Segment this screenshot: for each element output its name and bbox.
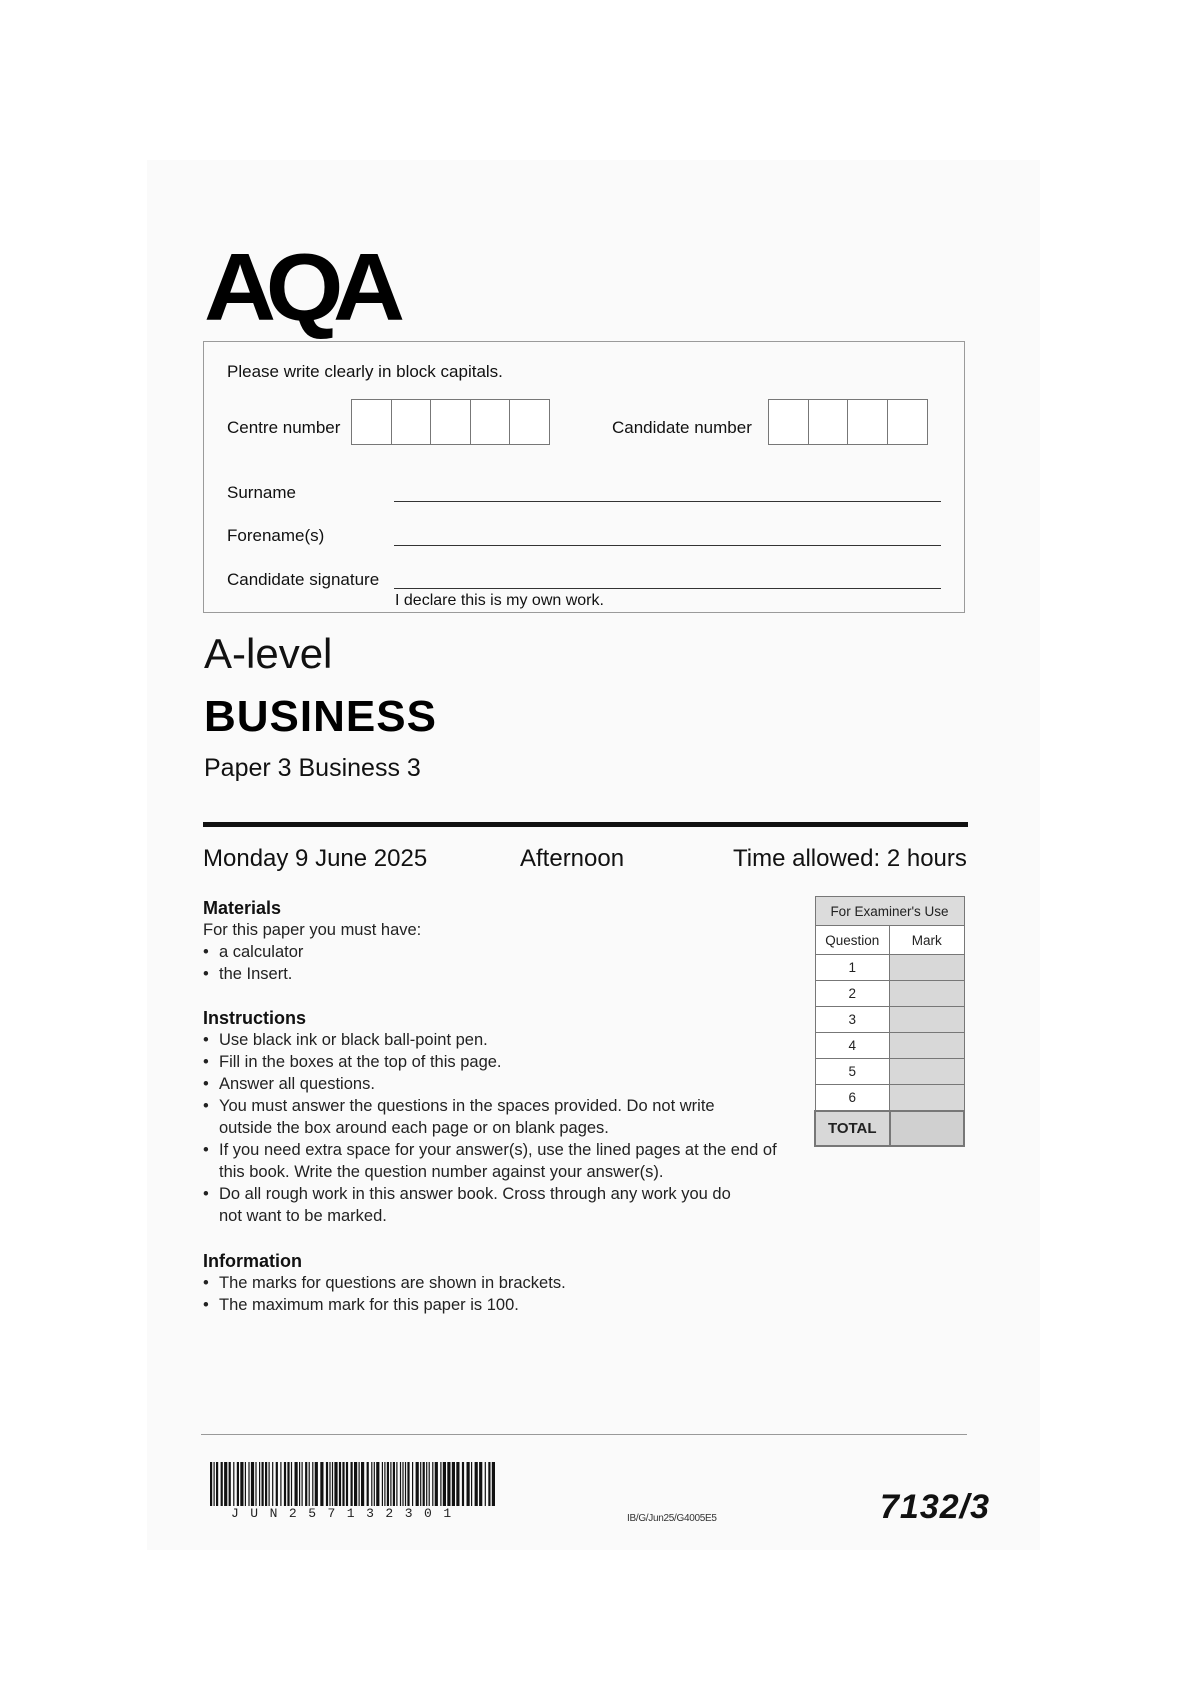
- barcode-bar: [315, 1462, 318, 1506]
- candidate-number-field[interactable]: [768, 399, 928, 445]
- barcode-bar: [359, 1462, 360, 1506]
- barcode-bar: [284, 1462, 286, 1506]
- barcode-bar: [423, 1462, 425, 1506]
- table-row: [815, 1059, 964, 1085]
- subject-title: BUSINESS: [204, 692, 437, 741]
- list-item: • If you need extra space for your answer(s), use the lined pages at the end of this book. Write the question number against your answer(s).: [203, 1139, 799, 1183]
- barcode-bar: [237, 1462, 239, 1506]
- candidate-number-cell[interactable]: [808, 399, 849, 445]
- barcode-bar: [354, 1462, 357, 1506]
- barcode-bar: [400, 1462, 401, 1506]
- barcode-bar: [259, 1462, 260, 1506]
- barcode-bar: [221, 1462, 223, 1506]
- barcode-bar: [467, 1462, 470, 1506]
- barcode-bar: [233, 1462, 234, 1506]
- materials-section: [203, 898, 793, 985]
- barcode-bar: [471, 1462, 472, 1506]
- barcode-bar: [367, 1462, 369, 1506]
- mark-cell: [890, 1059, 965, 1085]
- barcode-bar: [302, 1462, 303, 1506]
- barcode-bar: [334, 1462, 337, 1506]
- information-section: [203, 1251, 793, 1316]
- question-number: 5: [815, 1059, 890, 1085]
- barcode-bar: [276, 1462, 278, 1506]
- centre-number-label: Centre number: [227, 418, 341, 437]
- signature-label: Candidate signature: [227, 570, 380, 589]
- candidate-number-cell[interactable]: [768, 399, 809, 445]
- mark-cell: [890, 1007, 965, 1033]
- candidate-number-cell[interactable]: [887, 399, 928, 445]
- document-reference: IB/G/Jun25/G4005E5: [627, 1513, 717, 1524]
- list-item: • You must answer the questions in the spaces provided. Do not write outside the box around each page or on blank pages.: [203, 1095, 734, 1139]
- barcode-bar: [255, 1462, 256, 1506]
- barcode-bar: [248, 1462, 249, 1506]
- barcode-bar: [382, 1462, 383, 1506]
- barcode-bar: [429, 1462, 430, 1506]
- table-row: [815, 955, 964, 981]
- materials-intro: For this paper you must have:: [203, 921, 422, 939]
- barcode-bar: [280, 1462, 281, 1506]
- barcode-bar: [412, 1462, 413, 1506]
- surname-label: Surname: [227, 483, 296, 502]
- barcode-bar: [485, 1462, 486, 1506]
- question-number: 1: [815, 955, 890, 981]
- barcode-bar: [443, 1462, 446, 1506]
- barcode-bar: [492, 1462, 495, 1506]
- barcode-bar: [402, 1462, 403, 1506]
- title-divider: [203, 822, 968, 827]
- barcode-bar: [393, 1462, 395, 1506]
- barcode-bar: [440, 1462, 441, 1506]
- paper-code: 7132/3: [880, 1488, 990, 1526]
- barcode-bar: [326, 1462, 328, 1506]
- forenames-label: Forename(s): [227, 526, 325, 545]
- barcode-bar: [426, 1462, 427, 1506]
- barcode-bar: [435, 1462, 438, 1506]
- barcode-bar: [332, 1462, 333, 1506]
- barcode-bar: [210, 1462, 212, 1506]
- question-column-header: Question: [815, 926, 890, 955]
- centre-number-cell[interactable]: [509, 399, 550, 445]
- centre-number-cell[interactable]: [430, 399, 471, 445]
- table-row: [815, 1033, 964, 1059]
- barcode-bar: [272, 1462, 273, 1506]
- surname-line[interactable]: [394, 501, 941, 502]
- barcode-bar: [407, 1462, 409, 1506]
- barcode-bar: [329, 1462, 330, 1506]
- exam-date: Monday 9 June 2025: [203, 845, 428, 872]
- barcode-bar: [251, 1462, 254, 1506]
- question-number: 3: [815, 1007, 890, 1033]
- barcode-bar: [420, 1462, 421, 1506]
- time-allowed: Time allowed: 2 hours: [733, 845, 967, 872]
- information-list: [203, 1272, 793, 1316]
- information-heading: Information: [203, 1251, 302, 1271]
- materials-heading: Materials: [203, 898, 282, 918]
- barcode-bar: [462, 1462, 464, 1506]
- centre-number-field[interactable]: [351, 399, 550, 445]
- barcode-bar: [479, 1462, 482, 1506]
- barcode-bar: [346, 1462, 348, 1506]
- exam-session: Afternoon: [520, 845, 625, 872]
- forenames-line[interactable]: [394, 545, 941, 546]
- barcode-bar: [342, 1462, 344, 1506]
- instructions-section: [203, 1008, 793, 1227]
- barcode-bar: [216, 1462, 218, 1506]
- barcode-bar: [376, 1462, 379, 1506]
- barcode-bar: [488, 1462, 490, 1506]
- instructions-list: [203, 1029, 793, 1227]
- question-number: 2: [815, 981, 890, 1007]
- barcode-bar: [305, 1462, 307, 1506]
- paper-title: Paper 3 Business 3: [204, 754, 421, 782]
- barcode-bar: [269, 1462, 270, 1506]
- materials-list: [203, 941, 793, 985]
- mark-cell: [890, 955, 965, 981]
- instructions-heading: Instructions: [203, 1008, 307, 1028]
- mark-cell: [890, 1085, 965, 1112]
- table-row: [815, 981, 964, 1007]
- barcode-bar: [339, 1462, 341, 1506]
- question-number: 4: [815, 1033, 890, 1059]
- examiner-table-title: For Examiner's Use: [815, 897, 964, 926]
- barcode-bar: [245, 1462, 246, 1506]
- centre-number-cell[interactable]: [470, 399, 511, 445]
- mark-cell: [890, 981, 965, 1007]
- table-row: [815, 1111, 964, 1146]
- barcode-bar: [214, 1462, 215, 1506]
- barcode-bar: [265, 1462, 267, 1506]
- barcode-number: JUN257132301: [231, 1506, 463, 1521]
- mark-cell: [890, 1033, 965, 1059]
- barcode-bar: [240, 1462, 243, 1506]
- barcode-bar: [229, 1462, 231, 1506]
- list-item: • Fill in the boxes at the top of this page.: [203, 1051, 793, 1073]
- candidate-number-label: Candidate number: [612, 418, 752, 437]
- list-item: • Do all rough work in this answer book. Cross through any work you do not want to be marked.: [203, 1183, 739, 1227]
- centre-number-cell[interactable]: [351, 399, 392, 445]
- block-capitals-instruction: Please write clearly in block capitals.: [227, 362, 503, 381]
- list-item: • the Insert.: [203, 963, 793, 985]
- examiner-use-table: [814, 896, 965, 1147]
- barcode-bar: [387, 1462, 389, 1506]
- barcode-bar: [361, 1462, 364, 1506]
- barcode-bar: [291, 1462, 292, 1506]
- barcode-bar: [396, 1462, 397, 1506]
- qualification-level: A-level: [204, 630, 333, 677]
- footer-divider: [201, 1434, 967, 1435]
- table-row: [815, 1007, 964, 1033]
- barcode-bar: [475, 1462, 478, 1506]
- candidate-number-cell[interactable]: [847, 399, 888, 445]
- barcode-bar: [351, 1462, 353, 1506]
- total-label: TOTAL: [815, 1111, 890, 1146]
- barcode-bar: [262, 1462, 264, 1506]
- mark-column-header: Mark: [890, 926, 965, 955]
- barcode-bar: [416, 1462, 419, 1506]
- barcode-bar: [295, 1462, 298, 1506]
- barcode-bar: [447, 1462, 450, 1506]
- barcode-bar: [456, 1462, 459, 1506]
- barcode-bar: [312, 1462, 313, 1506]
- aqa-logo: AQA: [204, 234, 395, 341]
- list-item: • The marks for questions are shown in brackets.: [203, 1272, 793, 1294]
- barcode-bar: [390, 1462, 391, 1506]
- barcode-bar: [287, 1462, 289, 1506]
- list-item: • Answer all questions.: [203, 1073, 793, 1095]
- barcode-bar: [452, 1462, 455, 1506]
- barcode-bar: [432, 1462, 433, 1506]
- list-item: • The maximum mark for this paper is 100.: [203, 1294, 793, 1316]
- list-item: • Use black ink or black ball-point pen.: [203, 1029, 793, 1051]
- list-item: • a calculator: [203, 941, 793, 963]
- barcode-bar: [299, 1462, 300, 1506]
- barcode-bar: [224, 1462, 227, 1506]
- centre-number-cell[interactable]: [391, 399, 432, 445]
- barcode-bar: [309, 1462, 310, 1506]
- barcode-bar: [405, 1462, 406, 1506]
- signature-line[interactable]: [394, 588, 941, 589]
- declaration-text: I declare this is my own work.: [395, 592, 604, 609]
- barcode-icon: [210, 1462, 500, 1506]
- barcode-bar: [371, 1462, 372, 1506]
- question-number: 6: [815, 1085, 890, 1112]
- barcode-bar: [320, 1462, 323, 1506]
- barcode-bar: [374, 1462, 375, 1506]
- barcode-bar: [384, 1462, 385, 1506]
- table-row: [815, 1085, 964, 1112]
- total-mark-cell: [890, 1111, 965, 1146]
